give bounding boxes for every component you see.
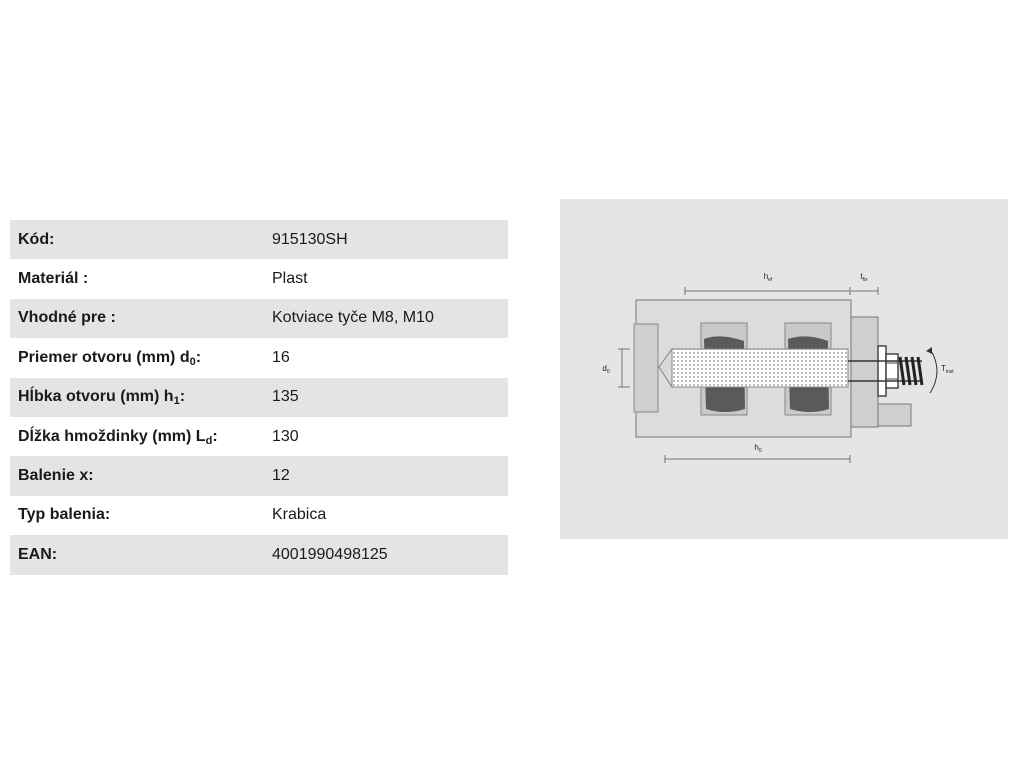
spec-label-main: Priemer otvoru (mm) d [18,348,190,366]
spec-row-hole-diameter [10,338,508,377]
spec-row-hole-depth [10,378,508,417]
washer [878,346,886,396]
spec-label-sub: 0 [189,355,196,368]
spec-row-suitable-for [10,299,508,338]
spec-row-ean [10,535,508,574]
dim-tinst-sub: inst [945,369,954,375]
installation-diagram-svg [560,199,1008,539]
dim-hef-sub: ef [768,277,773,283]
fixture-flange [878,404,911,426]
spec-label [10,349,272,367]
anchor-sleeve [659,349,848,387]
spec-label-main: Hĺbka otvoru (mm) h [18,388,174,406]
spec-label-tail: : [212,427,218,445]
drill-hole [634,324,658,412]
dim-h0-main: h [754,443,759,452]
spec-label [10,388,272,406]
dim-tfix-sub: fix [862,277,868,283]
spec-value: 130 [272,427,299,445]
dim-d0-label [602,364,609,375]
installation-diagram [560,199,1008,539]
spec-value: 915130SH [272,230,348,248]
spec-label: Materiál : [18,270,89,288]
dim-hef-main: h [763,272,769,281]
spec-label-main: Dĺžka hmoždinky (mm) L [18,427,206,445]
dim-hef-label [764,272,773,283]
spec-label-sub: 1 [173,395,180,408]
spec-row-material [10,259,508,298]
spec-label: Vhodné pre : [18,309,116,327]
dim-h0-sub: 0 [758,448,762,454]
dim-tinst-main: T [941,364,946,373]
spec-row-package-qty [10,456,508,495]
dim-tfix-main: t [860,272,863,281]
spec-label: Kód: [18,230,55,248]
spec-value: 12 [272,467,290,485]
spec-value: Kotviace tyče M8, M10 [272,309,434,327]
dim-h0-label [754,443,761,454]
spec-row-code [10,220,508,259]
spec-value: 4001990498125 [272,545,388,563]
spec-value: 135 [272,388,299,406]
dim-d0-sub: 0 [606,369,610,375]
dim-d0-main: d [602,364,607,373]
spec-label [10,428,272,446]
dim-tinst-label [941,364,954,375]
spec-label-sub: d [205,434,213,447]
spec-value: Plast [272,270,308,288]
fixture-plate [851,317,878,427]
nut [886,354,898,388]
spec-table [10,220,508,575]
torque-arrowhead [926,347,932,354]
spec-value: Krabica [272,506,327,524]
spec-row-anchor-length [10,417,508,456]
spec-label: Typ balenia: [18,506,111,524]
spec-row-package-type [10,496,508,535]
dim-tfix-label [860,272,868,283]
spec-value: 16 [272,348,290,366]
spec-label: Balenie x: [18,467,94,485]
spec-label-tail: : [195,348,202,366]
torque-arrow [930,349,937,393]
spec-label: EAN: [18,545,58,563]
spec-label-tail: : [179,388,186,406]
